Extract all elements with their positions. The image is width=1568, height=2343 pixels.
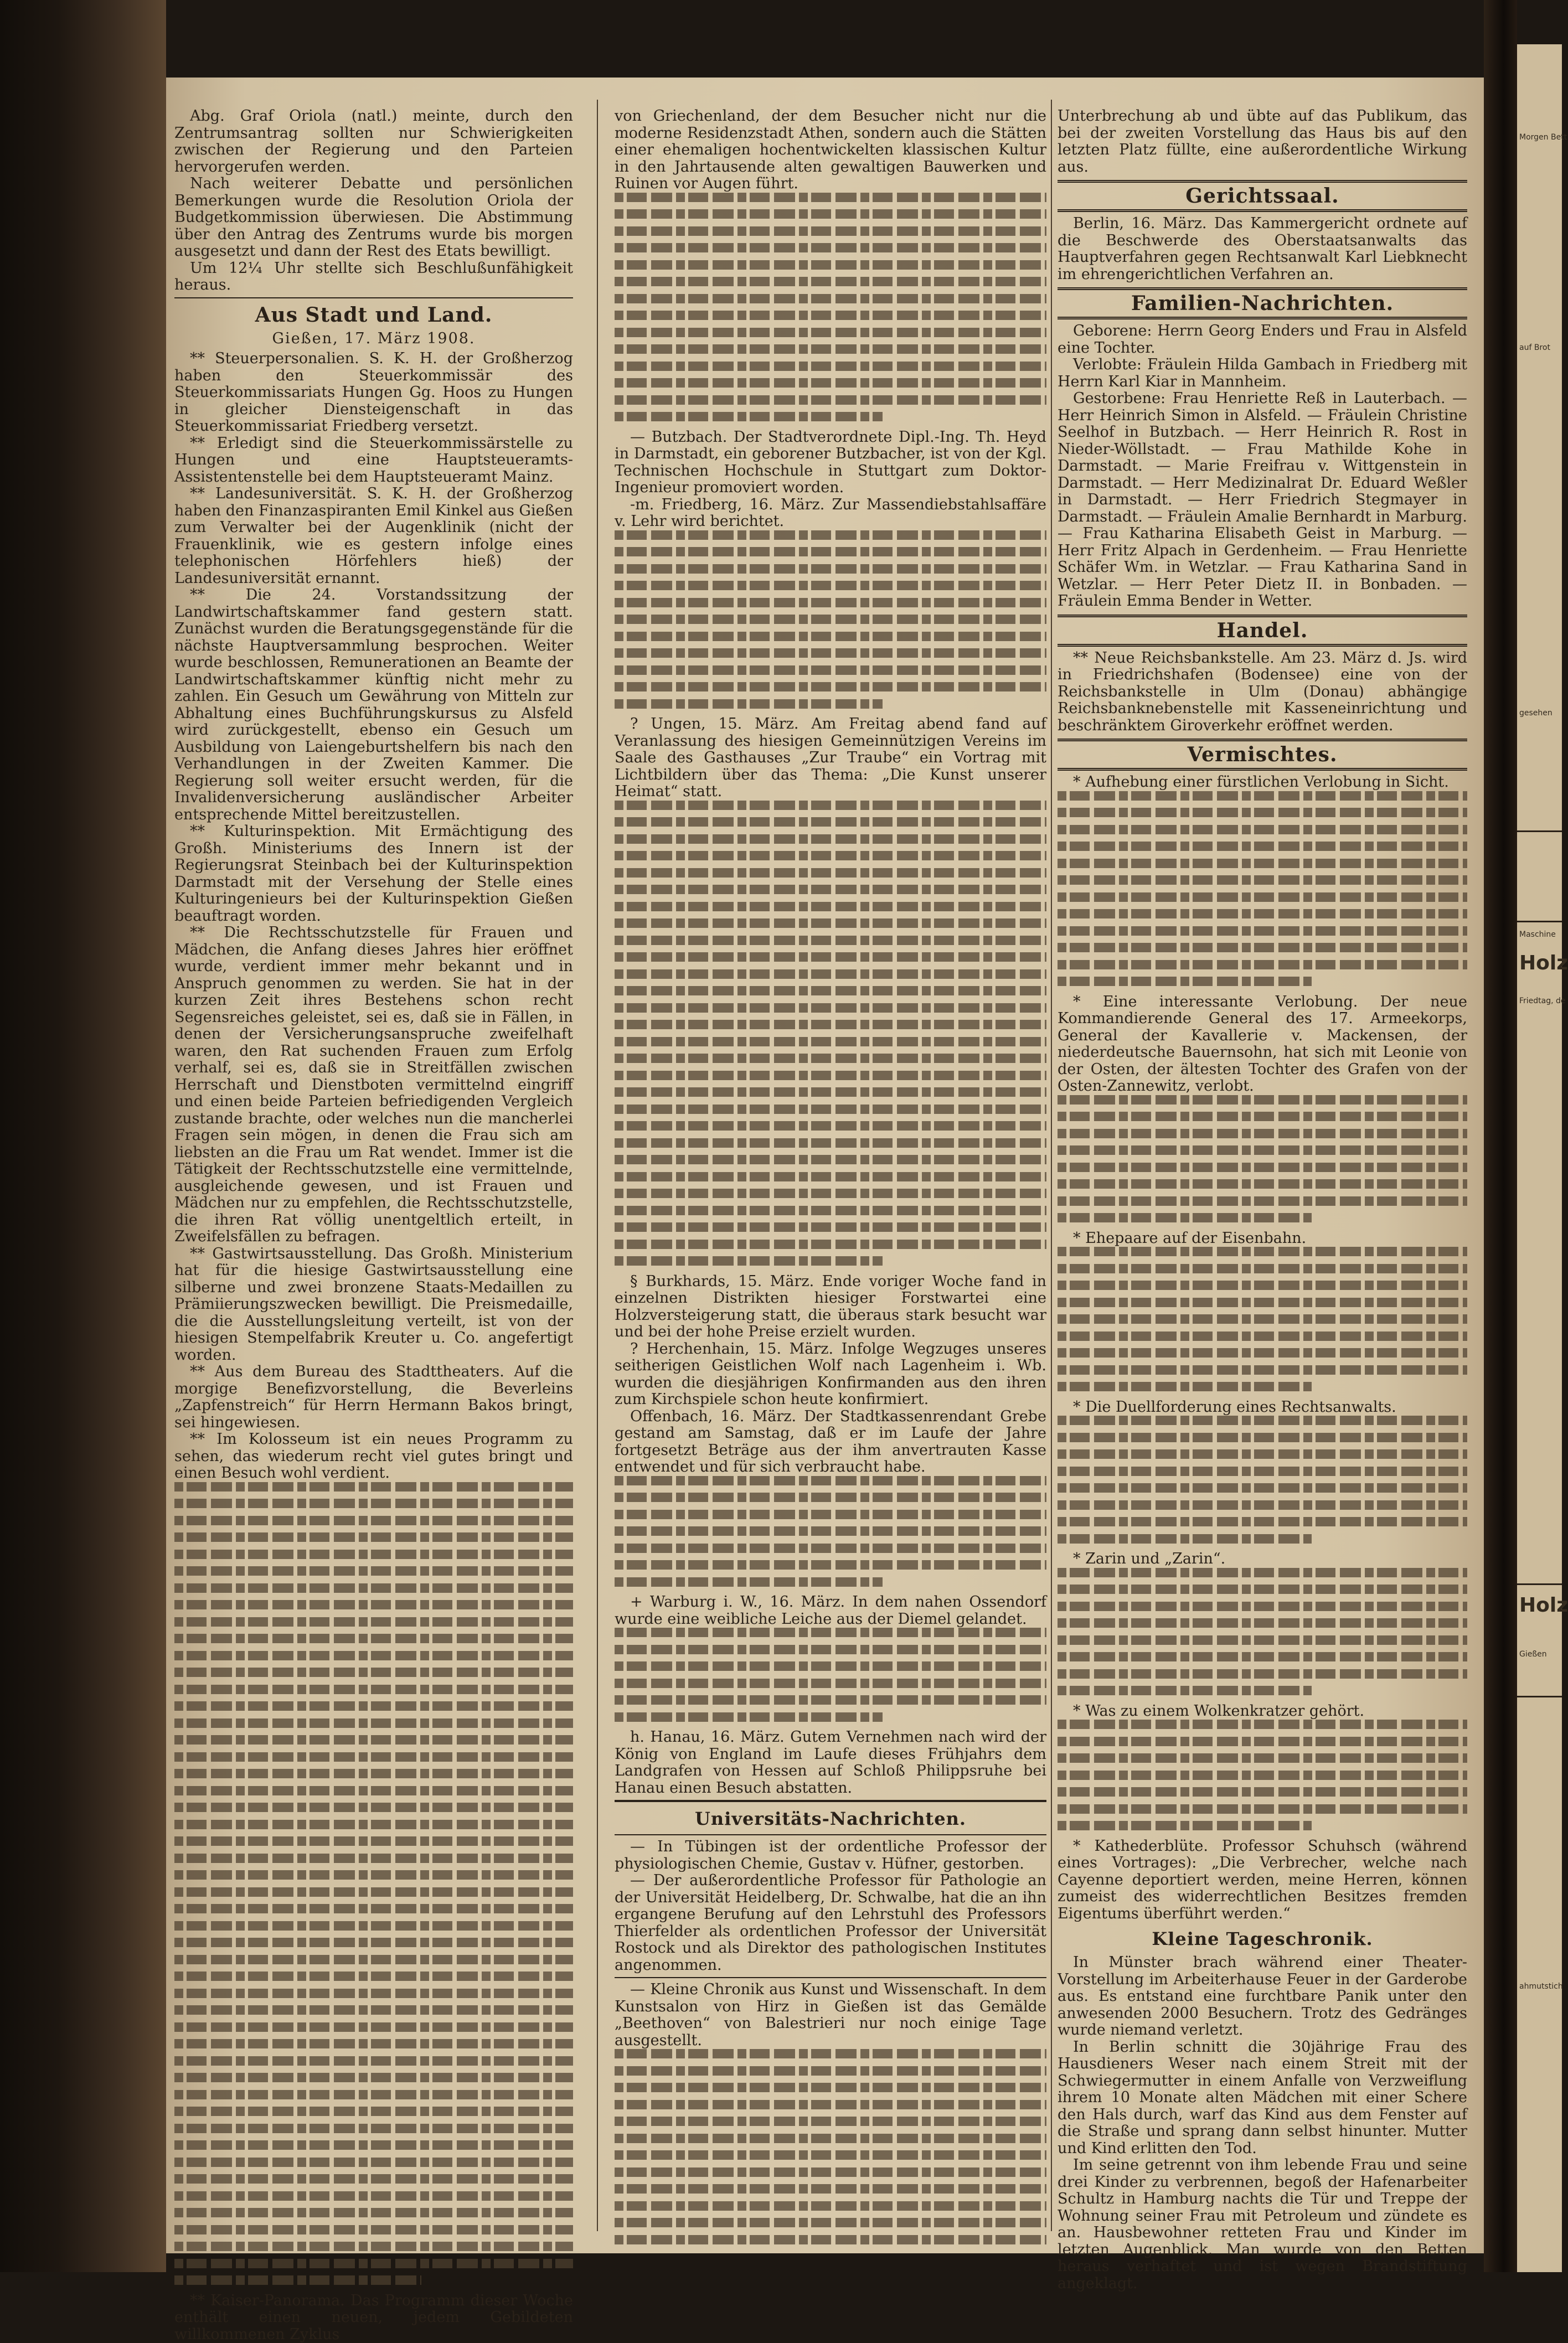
news-item: ** Aus dem Bureau des Stadttheaters. Auf die morgige Benefizvorstellung, die Beverleins „Zapfenstreich“ für Herrn Hermann Bakos bringt, sei hingewiesen. (174, 1364, 573, 1431)
section-divider (174, 297, 573, 298)
news-item: — Butzbach. Der Stadtverordnete Dipl.-Ing. Th. Heyd in Darmstadt, ein geborener Butzbacher, ist von der Kgl. Technischen Hochschule in Stuttgart zum Doktor-Ingenieur promoviert worden. (615, 429, 1046, 497)
scan-left-edge (0, 0, 166, 2272)
news-item: Unterbrechung ab und übte auf das Publikum, das bei der zweiten Vorstellung das Haus bis auf den letzten Platz füllte, eine außerordentliche Wirkung aus. (1058, 108, 1467, 176)
illegible-text-block (174, 1482, 573, 2285)
adjacent-page-text: Holz (1519, 952, 1562, 974)
illegible-text-block (1058, 1568, 1467, 1696)
column-rule (1051, 100, 1052, 2231)
news-item: In Münster brach während einer Theater-Vorstellung im Arbeiterhause Feuer in der Garderobe aus. Es entstand eine furchtbare Panik unter den anwesenden 2000 Besuchern. Trotz des Gedränges wurde niemand verletzt. (1058, 1954, 1467, 2039)
dateline: Gießen, 17. März 1908. (174, 331, 573, 348)
news-item: Im seine getrennt von ihm lebende Frau und seine drei Kinder zu verbrennen, begoß der Hafenarbeiter Schultz in Hamburg nachts die Tür und Treppe der Wohnung seiner Frau mit Petroleum und zündete es an. Hausbewohner retteten Frau und Kinder im letzten Augenblick. Man wurde von den Betten heraus verhaftet und ist wegen Brandstiftung angeklagt. (1058, 2157, 1467, 2292)
article-paragraph: Um 12¼ Uhr stellte sich Beschlußunfähigkeit heraus. (174, 260, 573, 294)
news-item: — In Tübingen ist der ordentliche Professor der physiologischen Chemie, Gustav v. Hüfner, gestorben. (615, 1839, 1046, 1872)
section-title-handel: Handel. (1058, 615, 1467, 647)
column-middle (615, 108, 1046, 2228)
news-item: § Burkhards, 15. März. Ende voriger Woche fand in einzelnen Distrikten hiesiger Forstwartei eine Holzversteigerung statt, die überaus stark besucht war und bei der hohe Preise erzielt wurden. (615, 1273, 1046, 1341)
news-item: * Zarin und „Zarin“. (1058, 1551, 1467, 1568)
news-item: — Der außerordentliche Professor für Pathologie an der Universität Heidelberg, Dr. Schwalbe, hat die an ihn ergangene Berufung auf den Lehrstuhl des Professors Thierfelder als ordentlichen Professor der Universität Rostock und als Direktor des pathologischen Institutes angenommen. (615, 1872, 1046, 1974)
news-item: ** Kaiser-Panorama. Das Programm dieser Woche enthält einen neuen, jedem Gebildeten willkommenen Zyklus (174, 2293, 573, 2343)
news-item: ** Gastwirtsausstellung. Das Großh. Ministerium hat für die hiesige Gastwirtsausstellung eine silberne und zwei bronzene Staats-Medaillen zu Prämiierungszwecken bewilligt. Die Preismedaille, die die Ausstellungsleitung verteilt, ist von der hiesigen Stempelfabrik Kreuter u. Co. angefertigt worden. (174, 1246, 573, 1364)
news-item: * Kathederblüte. Professor Schuhsch (während eines Vortrages): „Die Verbrecher, welche nach Cayenne deportiert werden, meine Herren, können zumeist des widerrechtlichen Besitzes fremden Eigentums überführt werden.“ (1058, 1838, 1467, 1923)
adjacent-page-text: Holz (1519, 1594, 1562, 1617)
article-paragraph: Abg. Graf Oriola (natl.) meinte, durch den Zentrumsantrag sollten nur Schwierigkeiten zwischen der Regierung und den Parteien hervorgerufen werden. (174, 108, 573, 176)
section-title-gerichtssaal: Gerichtssaal. (1058, 180, 1467, 212)
illegible-text-block (1058, 1247, 1467, 1391)
illegible-text-block (615, 801, 1046, 1266)
illegible-text-block (615, 1476, 1046, 1587)
section-title-vermischtes: Vermischtes. (1058, 739, 1467, 771)
section-divider (615, 1800, 1046, 1802)
news-item: h. Hanau, 16. März. Gutem Vernehmen nach wird der König von England im Laufe dieses Frühjahrs dem Landgrafen von Hessen auf Schloß Philippsruhe bei Hanau einen Besuch abstatten. (615, 1729, 1046, 1797)
adjacent-page-text: Friedtag, de (1519, 997, 1562, 1005)
adjacent-page-text: auf Brot (1519, 343, 1562, 352)
news-item: Verlobte: Fräulein Hilda Gambach in Friedberg mit Herrn Karl Kiar in Mannheim. (1058, 357, 1467, 390)
news-item: — Kleine Chronik aus Kunst und Wissenschaft. In dem Kunstsalon von Hirz in Gießen ist das Gemälde „Beethoven“ von Balestrieri nur noch einige Tage ausgestellt. (615, 1981, 1046, 2049)
news-item: Gestorbene: Frau Henriette Reß in Lauterbach. — Herr Heinrich Simon in Alsfeld. — Fräulein Christine Seelhof in Butzbach. — Herr Heinrich R. Rost in Nieder-Wöllstadt. — Frau Mathilde Kohe in Darmstadt. — Marie Freifrau v. Wittgenstein in Darmstadt. — Herr Medizinalrat Dr. Eduard Weßler in Darmstadt. — Herr Friedrich Stegmayer in Darmstadt. — Fräulein Amalie Bernhardt in Marburg. — Frau Katharina Elisabeth Geist in Marburg. — Herr Fritz Alpach in Gerdenheim. — Frau Henriette Schäfer Wm. in Wetzlar. — Frau Katharina Sand in Wetzlar. — Herr Peter Dietz II. in Bonbaden. — Fräulein Emma Bender in Wetter. (1058, 390, 1467, 610)
illegible-text-block (1058, 1720, 1467, 1830)
news-item: ? Herchenhain, 15. März. Infolge Wegzuges unseres seitherigen Geistlichen Wolf nach Lagenheim i. Wb. wurden die diesjährigen Konfirmanden aus den ihren zum Kirchspiele schon heute konfirmiert. (615, 1341, 1046, 1408)
illegible-text-block (1058, 791, 1467, 987)
illegible-text-block (1058, 1416, 1467, 1544)
news-item: Geborene: Herrn Georg Enders und Frau in Alsfeld eine Tochter. (1058, 323, 1467, 357)
news-item: * Eine interessante Verlobung. Der neue Kommandierende General des 17. Armeekorps, General der Kavallerie v. Mackensen, der niederdeutsche Bauernsohn, hat sich mit Leonie von der Osten, der ältesten Tochter des Grafen von der Osten-Zannewitz, verlobt. (1058, 994, 1467, 1095)
adjacent-page-text: Morgen Bett (1519, 133, 1562, 142)
news-item: ** Die 24. Vorstandssitzung der Landwirtschaftskammer fand gestern statt. Zunächst wurden die Beratungsgegenstände für die nächste Hauptversammlung besprochen. Weiter wurde beschlossen, Remunerationen an Beamte der Landwirtschaftskammer künftig nicht mehr zu zahlen. Ein Gesuch um Gewährung von Mitteln zur Abhaltung eines Buchführungskursus zu Alsfeld wird zurückgestellt, ebenso ein Gesuch um Ausbildung von Laiengeburtshelfern bis nach den Verhandlungen in der Zweiten Kammer. Die Regierung soll weiter ersucht werden, für die Invalidenversicherung ausländischer Arbeiter entsprechende Mittel bereitzustellen. (174, 587, 573, 823)
adjacent-page-text: Maschine (1519, 930, 1562, 939)
news-item: * Ehepaare auf der Eisenbahn. (1058, 1230, 1467, 1247)
news-item: Berlin, 16. März. Das Kammergericht ordnete auf die Beschwerde des Oberstaatsanwalts das Hauptverfahren gegen Rechtsanwalt Karl Liebknecht im ehrengerichtlichen Verfahren an. (1058, 215, 1467, 283)
news-item: -m. Friedberg, 16. März. Zur Massendiebstahlsaffäre v. Lehr wird berichtet. (615, 497, 1046, 530)
section-title-familien-nachrichten: Familien-Nachrichten. (1058, 287, 1467, 319)
news-item: ** Kulturinspektion. Mit Ermächtigung des Großh. Ministeriums des Innern ist der Regierungsrat Steinbach bei der Kulturinspektion Darmstadt mit der Versehung der Stelle eines Kulturingenieurs bei der Kulturinspektion Gießen beauftragt worden. (174, 823, 573, 925)
section-title-stadt-und-land: Aus Stadt und Land. (174, 303, 573, 327)
adjacent-page-text: Gießen (1519, 1650, 1562, 1659)
news-item: ? Ungen, 15. März. Am Freitag abend fand auf Veranlassung des hiesigen Gemeinnützigen Vereins im Saale des Gasthauses „Zur Traube“ ein Vortrag mit Lichtbildern über das Thema: „Die Kunst unserer Heimat“ statt. (615, 716, 1046, 801)
illegible-text-block (615, 1628, 1046, 1722)
news-item: + Warburg i. W., 16. März. In dem nahen Ossendorf wurde eine weibliche Leiche aus der Diemel gelandet. (615, 1594, 1046, 1628)
news-item: ** Landesuniversität. S. K. H. der Großherzog haben den Finanzaspiranten Emil Kinkel aus Gießen zum Verwalter bei der Augenklinik (nicht der Frauenklinik, wie es gestern infolge eines telephonischen Hörfehlers hieß) der Landesuniversität ernannt. (174, 486, 573, 587)
adjacent-page-text: ahmutstich (1519, 1982, 1562, 1991)
news-item: * Die Duellforderung eines Rechtsanwalts. (1058, 1399, 1467, 1416)
adjacent-page-text: gesehen (1519, 709, 1562, 718)
news-item: * Aufhebung einer fürstlichen Verlobung in Sicht. (1058, 774, 1467, 791)
news-item: ** Erledigt sind die Steuerkommissärstelle zu Hungen und eine Hauptsteueramts-Assistentenstelle bei dem Hauptsteueramt Mainz. (174, 435, 573, 486)
illegible-text-block (615, 2049, 1046, 2244)
newspaper-page (166, 78, 1484, 2253)
news-item: * Was zu einem Wolkenkratzer gehört. (1058, 1703, 1467, 1720)
news-item: In Berlin schnitt die 30jährige Frau des Hausdieners Weser nach einem Streit mit der Schwiegermutter in einem Anfalle von Verzweiflung ihrem 10 Monate alten Mädchen mit einer Schere den Hals durch, warf das Kind aus dem Fenster auf die Straße und sprang dann selbst hinunter. Mutter und Kind erlitten den Tod. (1058, 2039, 1467, 2158)
illegible-text-block (615, 530, 1046, 709)
news-item: ** Die Rechtsschutzstelle für Frauen und Mädchen, die Anfang dieses Jahres hier eröffnet wurde, verdient immer mehr bekannt und in Anspruch genommen zu werden. Sie hat in der kurzen Zeit ihres Bestehens schon recht Segensreiches geleistet, sei es, daß sie in Fällen, in denen der Versicherungsanspruche zweifelhaft waren, den Rat suchenden Frauen zum Erfolg verhalf, sei es, daß sie in Streitfällen zwischen Herrschaft und Dienstboten vermittelnd eingriff und einen beide Parteien befriedigenden Vergleich zustande brachte, oder welches nun die mancherlei Fragen sein mögen, in denen die Frau sich am liebsten an die Frau um Rat wendet. Immer ist die Tätigkeit der Rechtsschutzstelle eine vermittelnde, ausgleichende gewesen, und ist Frauen und Mädchen nur zu empfehlen, die Rechtsschutzstelle, die ihren Rat völlig unentgeltlich erteilt, in Zweifelsfällen zu befragen. (174, 925, 573, 1246)
news-item: ** Steuerpersonalien. S. K. H. der Großherzog haben den Steuerkommissär des Steuerkommissariats Hungen Gg. Hoos zu Hungen in gleicher Diensteigenschaft in das Steuerkommissariat Friedberg versetzt. (174, 350, 573, 435)
section-divider (615, 1834, 1046, 1835)
adjacent-page-fragment (1517, 44, 1562, 2272)
section-title-universitaets-nachrichten: Universitäts-Nachrichten. (615, 1807, 1046, 1831)
illegible-text-block (1058, 1095, 1467, 1223)
article-paragraph: Nach weiterer Debatte und persönlichen Bemerkungen wurde die Resolution Oriola der Budgetkommission überwiesen. Die Abstimmung über den Antrag des Zentrums wurde bis morgen ausgesetzt und dann der Rest des Etats bewilligt. (174, 176, 573, 260)
column-rule (597, 100, 598, 2231)
illegible-text-block (615, 193, 1046, 422)
column-left (174, 108, 573, 2228)
column-right (1058, 108, 1467, 2228)
book-gutter (1484, 0, 1517, 2272)
news-item: von Griechenland, der dem Besucher nicht nur die moderne Residenzstadt Athen, sondern auch die Stätten einer ehemaligen hochentwickelten klassischen Kultur in den Jahrtausende alten gewaltigen Bauwerken und Ruinen vor Augen führt. (615, 108, 1046, 193)
section-divider (615, 1977, 1046, 1978)
news-item: ** Neue Reichsbankstelle. Am 23. März d. Js. wird in Friedrichshafen (Bodensee) eine von der Reichsbankstelle in Ulm (Donau) abhängige Reichsbanknebenstelle mit Kasseneinrichtung und beschränktem Giroverkehr eröffnet werden. (1058, 650, 1467, 735)
news-item: ** Im Kolosseum ist ein neues Programm zu sehen, das wiederum recht viel gutes bringt und einen Besuch wohl verdient. (174, 1431, 573, 1482)
section-title-kleine-tageschronik: Kleine Tageschronik. (1058, 1927, 1467, 1951)
adjacent-page-ad (1517, 830, 1562, 922)
news-item: Offenbach, 16. März. Der Stadtkassenrendant Grebe gestand am Samstag, daß er im Laufe der Jahre fortgesetzt Beträge aus der ihm anvertrauten Kasse entwendet und für sich verbraucht habe. (615, 1408, 1046, 1476)
